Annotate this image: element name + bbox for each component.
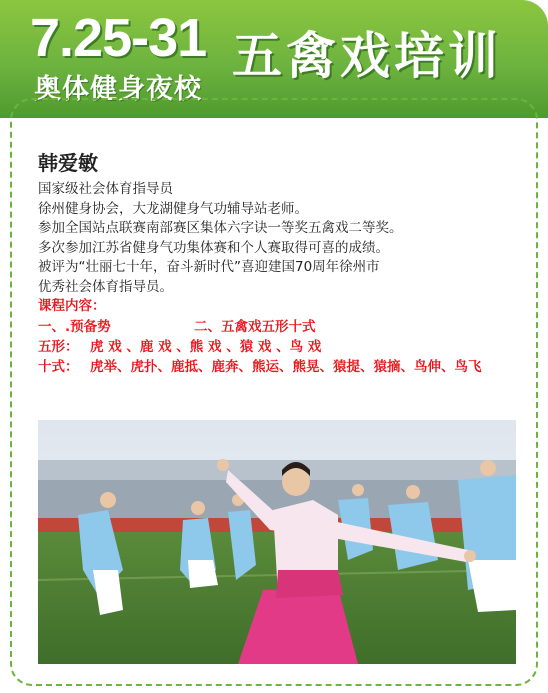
teacher-bio-line: 国家级社会体育指导员 bbox=[38, 181, 173, 197]
five-forms-list: 虎 戏 、鹿 戏 、熊 戏 、猿 戏 、鸟 戏 bbox=[90, 338, 322, 355]
ten-moves-row bbox=[38, 357, 528, 377]
five-forms-label: 五形： bbox=[38, 338, 79, 355]
module-1: 一、.预备势 bbox=[38, 318, 111, 335]
teacher-bio-line: 参加全国站点联赛南部赛区集体六字诀一等奖五禽戏二等奖。 bbox=[38, 220, 403, 236]
ten-moves-list: 虎举、虎扑、鹿抵、鹿奔、熊运、熊晃、猿提、猿摘、鸟伸、鸟飞 bbox=[90, 358, 482, 375]
school-name: 奥体健身夜校 bbox=[34, 74, 202, 105]
content-body bbox=[38, 150, 528, 377]
course-modules bbox=[38, 317, 528, 337]
teacher-bio-line: 被评为“壮丽七十年，奋斗新时代”喜迎建国70周年徐州市 bbox=[38, 259, 380, 275]
course-title: 五禽戏培训 bbox=[232, 27, 502, 85]
ten-moves-label: 十式： bbox=[38, 358, 79, 375]
teacher-bio-line: 优秀社会体育指导员。 bbox=[38, 278, 173, 295]
five-forms-row bbox=[38, 337, 528, 357]
teacher-name: 韩爱敏 bbox=[38, 151, 98, 175]
practice-photo bbox=[38, 420, 516, 664]
teacher-bio-line: 多次参加江苏省健身气功集体赛和个人赛取得可喜的成绩。 bbox=[38, 239, 389, 256]
module-2: 二、五禽戏五形十式 bbox=[194, 318, 316, 335]
teacher-bio-line: 徐州健身协会，大龙湖健身气功辅导站老师。 bbox=[38, 200, 308, 217]
practice-photo-illustration bbox=[38, 420, 516, 664]
course-heading: 课程内容： bbox=[38, 298, 106, 314]
event-date: 7.25-31 bbox=[30, 8, 207, 68]
